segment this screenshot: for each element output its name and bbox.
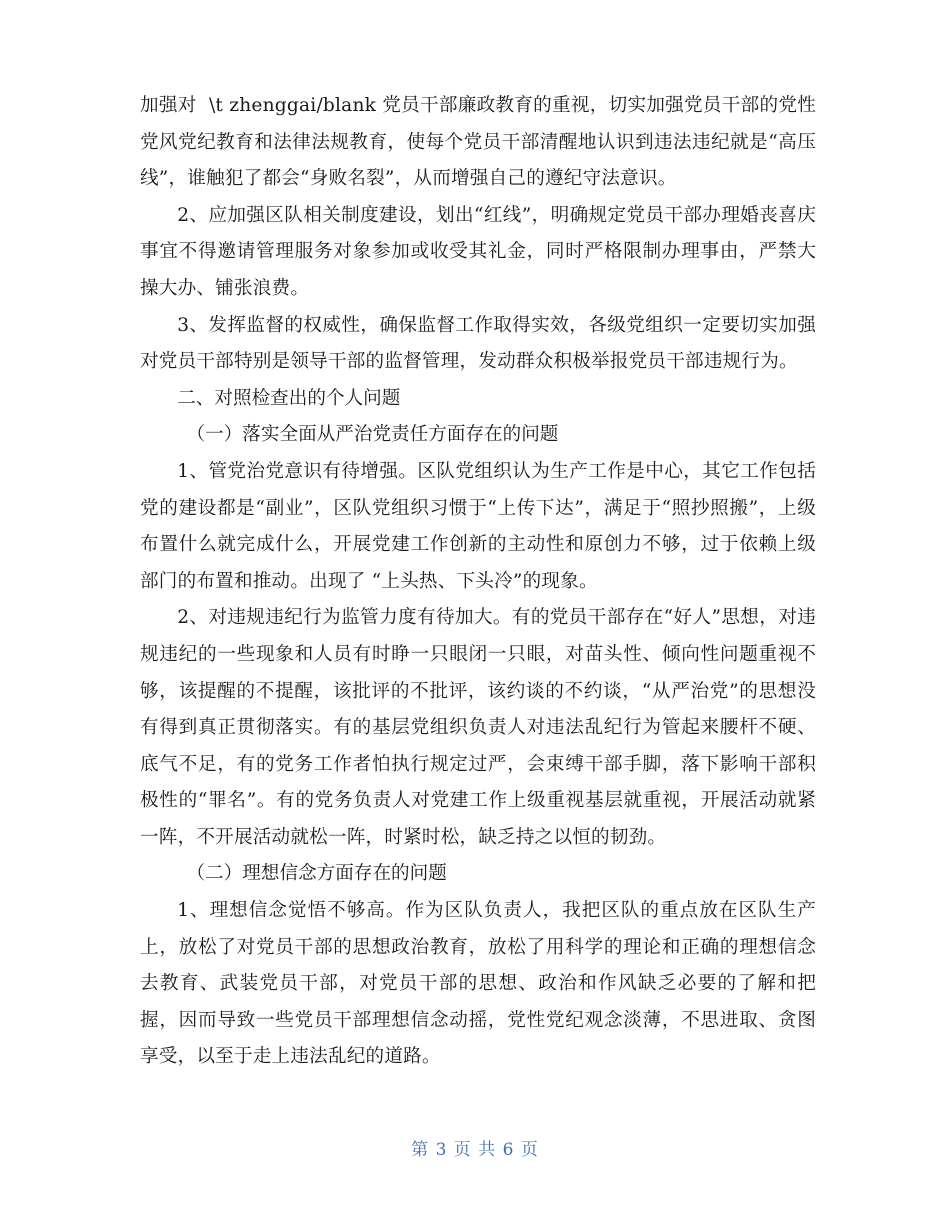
subsection-heading-2: （二）理想信念方面存在的问题	[186, 863, 447, 885]
subsection-heading-1: （一）落实全面从严治党责任方面存在的问题	[186, 424, 559, 446]
paragraph-belief-1: 1、理想信念觉悟不够高。作为区队负责人，我把区队的重点放在区队生产上，放松了对党员干部的思想政治教育，放松了用科学的理论和正确的理想信念去教育、武装党员干部，对党员干部的思想、政治和作风缺乏必要的了解和把握，因而导致一些党员干部理想信念动摇，党性党纪观念淡薄，不思进取、贪图享受，以至于走上违法乱纪的道路。	[140, 900, 816, 1068]
paragraph-item-3: 3、发挥监督的权威性，确保监督工作取得实效，各级党组织一定要切实加强对党员干部特别是领导干部的监督管理，发动群众积极举报党员干部违规行为。	[140, 314, 816, 373]
paragraph-issue-2: 2、对违规违纪行为监管力度有待加大。有的党员干部存在“好人”思想，对违规违纪的一些现象和人员有时睁一只眼闭一只眼，对苗头性、倾向性问题重视不够，该提醒的不提醒，该批评的不批评，该约谈的不约谈，“从严治党”的思想没有得到真正贯彻落实。有的基层党组织负责人对违法乱纪行为管起来腰杆不硬、底气不足，有的党务工作者怕执行规定过严，会束缚干部手脚，落下影响干部积极性的“罪名”。有的党务负责人对党建工作上级重视基层就重视，开展活动就紧一阵，不开展活动就松一阵，时紧时松，缺乏持之以恒的韧劲。	[140, 607, 816, 848]
paragraph-issue-1: 1、管党治党意识有待增强。区队党组织认为生产工作是中心，其它工作包括党的建设都是“副业”，区队党组织习惯于“上传下达”，满足于“照抄照搬”，上级布置什么就完成什么，开展党建工作创新的主动性和原创力不够，过于依赖上级部门的布置和推动。出现了 “上头热、下头冷”的现象。	[140, 460, 816, 592]
paragraph-continuation: 加强对 \t zhenggai/blank 党员干部廉政教育的重视，切实加强党员干部的党性党风党纪教育和法律法规教育，使每个党员干部清醒地认识到违法违纪就是“高压线”，谁触犯了都会“身败名裂”，从而增强自己的遵纪守法意识。	[140, 95, 816, 190]
paragraph-item-2: 2、应加强区队相关制度建设，划出“红线”，明确规定党员干部办理婚丧喜庆事宜不得邀请管理服务对象参加或收受其礼金，同时严格限制办理事由，严禁大操大办、铺张浪费。	[140, 204, 816, 299]
section-heading: 二、对照检查出的个人问题	[177, 387, 401, 409]
document-body	[140, 88, 816, 1076]
page-number-footer: 第 3 页 共 6 页	[411, 1140, 539, 1160]
